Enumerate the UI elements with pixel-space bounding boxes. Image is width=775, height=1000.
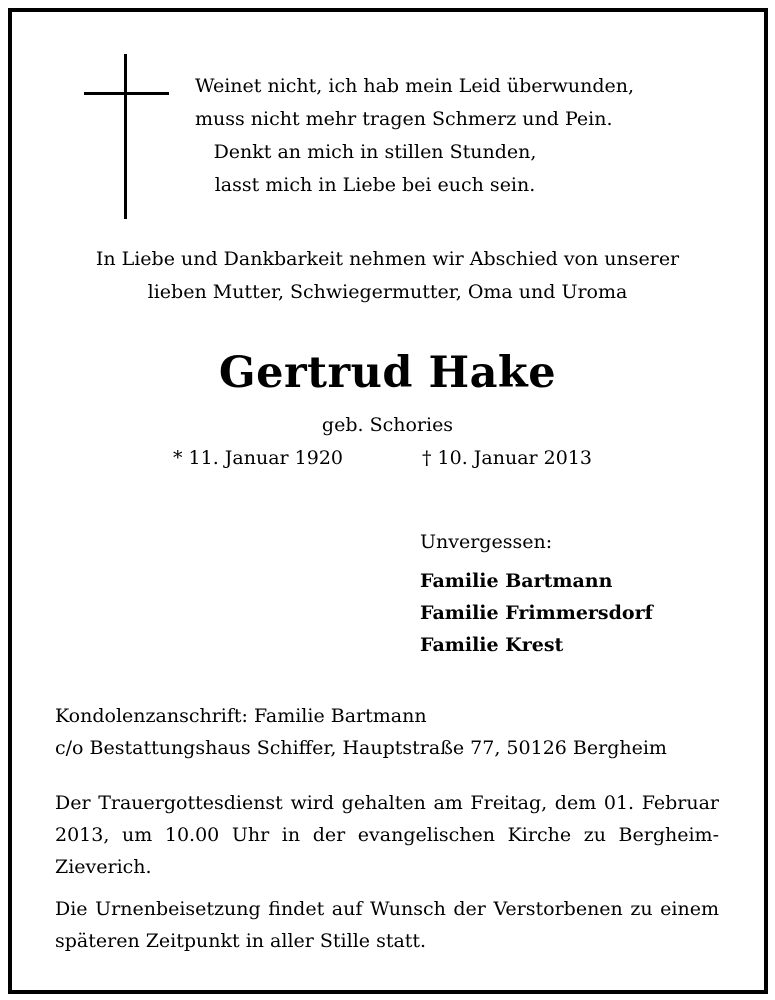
farewell-intro: [40, 243, 735, 309]
poem-line: Weinet nicht, ich hab mein Leid überwunden,: [195, 75, 635, 97]
cross-icon: [84, 54, 169, 219]
death-date: † 10. Januar 2013: [422, 447, 593, 469]
deceased-name: Gertrud Hake: [218, 348, 557, 398]
poem: [195, 70, 635, 202]
mourners-families: [420, 565, 653, 661]
intro-line: In Liebe und Dankbarkeit nehmen wir Abschied von unserer: [95, 248, 680, 270]
condolence-address: [55, 700, 667, 764]
mourners-heading: Unvergessen:: [420, 531, 553, 553]
poem-line: Denkt an mich in stillen Stunden,: [213, 141, 537, 163]
poem-line: muss nicht mehr tragen Schmerz und Pein.: [195, 108, 613, 130]
birth-date: * 11. Januar 1920: [173, 447, 344, 469]
condolence-line: Kondolenzanschrift: Familie Bartmann: [55, 705, 427, 727]
intro-line: lieben Mutter, Schwiegermutter, Oma und Uroma: [147, 281, 628, 303]
maiden-name: geb. Schories: [321, 414, 454, 436]
condolence-line: c/o Bestattungshaus Schiffer, Hauptstraße 77, 50126 Bergheim: [55, 737, 667, 759]
family-name: Familie Krest: [420, 634, 564, 656]
poem-line: lasst mich in Liebe bei euch sein.: [214, 174, 536, 196]
funeral-service-text: Der Trauergottesdienst wird gehalten am Freitag, dem 01. Februar 2013, um 10.00 Uhr in der evangelischen Kirche zu Bergheim-Zieverich.: [55, 792, 719, 878]
urn-burial-text: Die Urnenbeisetzung findet auf Wunsch der Verstorbenen zu einem späteren Zeitpunkt in aller Stille statt.: [55, 898, 719, 952]
family-name: Familie Bartmann: [420, 570, 613, 592]
family-name: Familie Frimmersdorf: [420, 602, 653, 624]
